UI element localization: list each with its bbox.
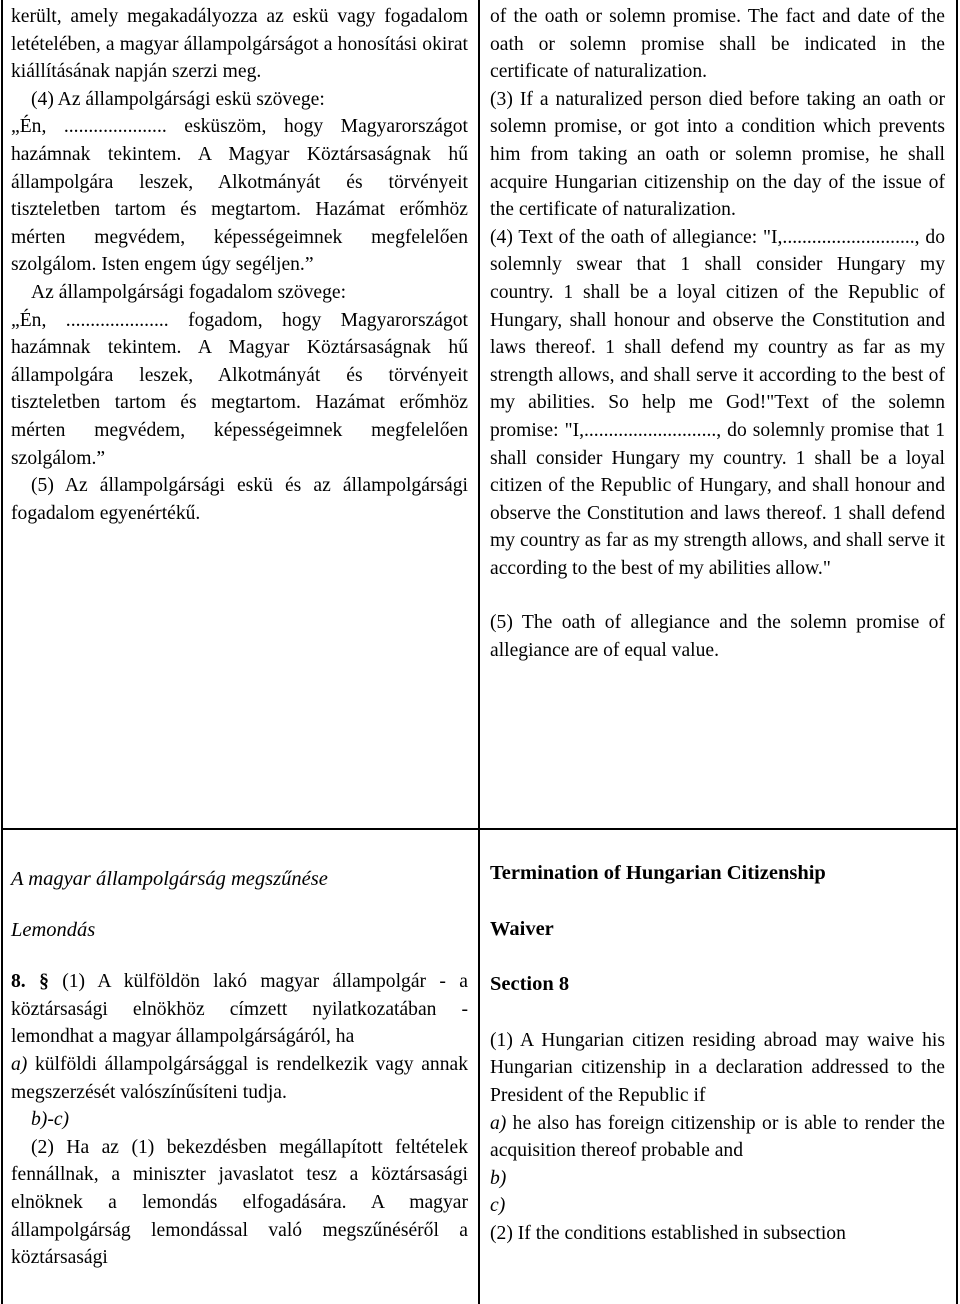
lower-left-cell (11, 866, 468, 1272)
table-row-divider (1, 828, 958, 830)
upper-left-cell (11, 3, 468, 527)
oath-text: „Én, ..................... esküszöm, hogy Magyarországot hazámnak tekintem. A Magyar Köztársaságnak hű állampolgára leszek, Alkotmányát és törvényeit tiszteletben tartom és megtartom. Hazámat erőmhöz mérten megvédem, képességeimnek megfelelően szolgálom. Isten engem úgy segéljen.” (11, 116, 468, 276)
list-label: b)-c) (31, 1109, 70, 1131)
upper-right-cell (490, 3, 945, 665)
paragraph (11, 1051, 468, 1106)
section-heading: A magyar állampolgárság megszűnése (11, 868, 328, 890)
paragraph: (2) If the conditions established in subsection (490, 1222, 846, 1244)
paragraph: Az állampolgársági fogadalom szövege: (31, 281, 347, 303)
paragraph (490, 1110, 945, 1165)
promise-text: „Én, ..................... fogadom, hogy Magyarországot hazámnak tekintem. A Magyar Köztársaságnak hű állampolgára leszek, Alkotmányát és törvényeit tiszteletben tartom és megtartom. Hazámat erőmhöz mérten megvédem, képességeimnek megfelelően szolgálom.” (11, 309, 468, 469)
section-number: 8. (11, 971, 26, 993)
section-sign-icon: § (39, 971, 49, 993)
paragraph: (3) If a naturalized person died before taking an oath or solemn promise, or got into a condition which prevents him from taking an oath or solemn promise, he shall acquire Hungarian citizenship on the day of the issue of the certificate of naturalization. (490, 88, 945, 221)
paragraph: (2) Ha az (1) bekezdésben megállapított feltételek fennállnak, a miniszter javaslatot tesz a köztársasági elnöknek a lemondás elfogadására. A magyar állampolgárság lemondással való megszűnéséről a köztársasági (11, 1136, 468, 1269)
section-heading: Termination of Hungarian Citizenship (490, 862, 826, 884)
paragraph (11, 968, 468, 1051)
list-label: c) (490, 1195, 506, 1217)
paragraph: (4) Az állampolgársági eskü szövege: (31, 88, 325, 110)
table-border-right (956, 0, 958, 1304)
paragraph: (5) Az állampolgársági eskü és az állampolgársági fogadalom egyenértékű. (11, 475, 468, 524)
section-subheading: Lemondás (11, 918, 96, 941)
paragraph-text: külföldi állampolgársággal is rendelkezik vagy annak megszerzését valószínűsíteni tudja. (11, 1053, 468, 1103)
paragraph: (5) The oath of allegiance and the solemn promise of allegiance are of equal value. (490, 612, 945, 662)
paragraph: of the oath or solemn promise. The fact and date of the oath or solemn promise shall be indicated in the certificate of naturalization. (490, 6, 945, 83)
section-subheading: Waiver (490, 917, 554, 940)
paragraph: (4) Text of the oath of allegiance: "I,..........................., do solemnly swear that 1 shall consider Hungary my country. 1 shall be a loyal citizen of the Republic of Hungary, shall honour and observe the Constitution and laws thereof. 1 shall defend my country as far as my strength allows, and shall serve it according to the best of my abilities. So help me God!"Text of the solemn promise: "I,..........................., do solemnly promise that 1 shall consider Hungary my country. 1 shall be a loyal citizen of the Republic of Hungary, and shall honour and observe the Constitution and laws thereof. 1 shall defend my country as far as my strength allows, and shall serve it according to the best of my abilities allow." (490, 226, 945, 579)
list-label: a) (490, 1112, 507, 1134)
lower-right-cell (490, 860, 945, 1248)
list-label: b) (490, 1167, 507, 1189)
table-border-left (1, 0, 3, 1304)
paragraph: (1) A Hungarian citizen residing abroad may waive his Hungarian citizenship in a declaration addressed to the President of the Republic if (490, 1029, 945, 1106)
section-number: Section 8 (490, 973, 570, 996)
list-label: a) (11, 1053, 28, 1075)
paragraph-text: he also has foreign citizenship or is able to render the acquisition thereof probable and (490, 1112, 945, 1162)
table-column-divider (478, 0, 480, 1304)
paragraph: került, amely megakadályozza az eskü vagy fogadalom letételében, a magyar állampolgárságot a honosítási okirat kiállításának napján szerzi meg. (11, 6, 468, 83)
paragraph-text: (1) A külföldön lakó magyar állampolgár - a köztársasági elnökhöz címzett nyilatkozatában - lemondhat a magyar állampolgárságáról, ha (11, 971, 468, 1048)
